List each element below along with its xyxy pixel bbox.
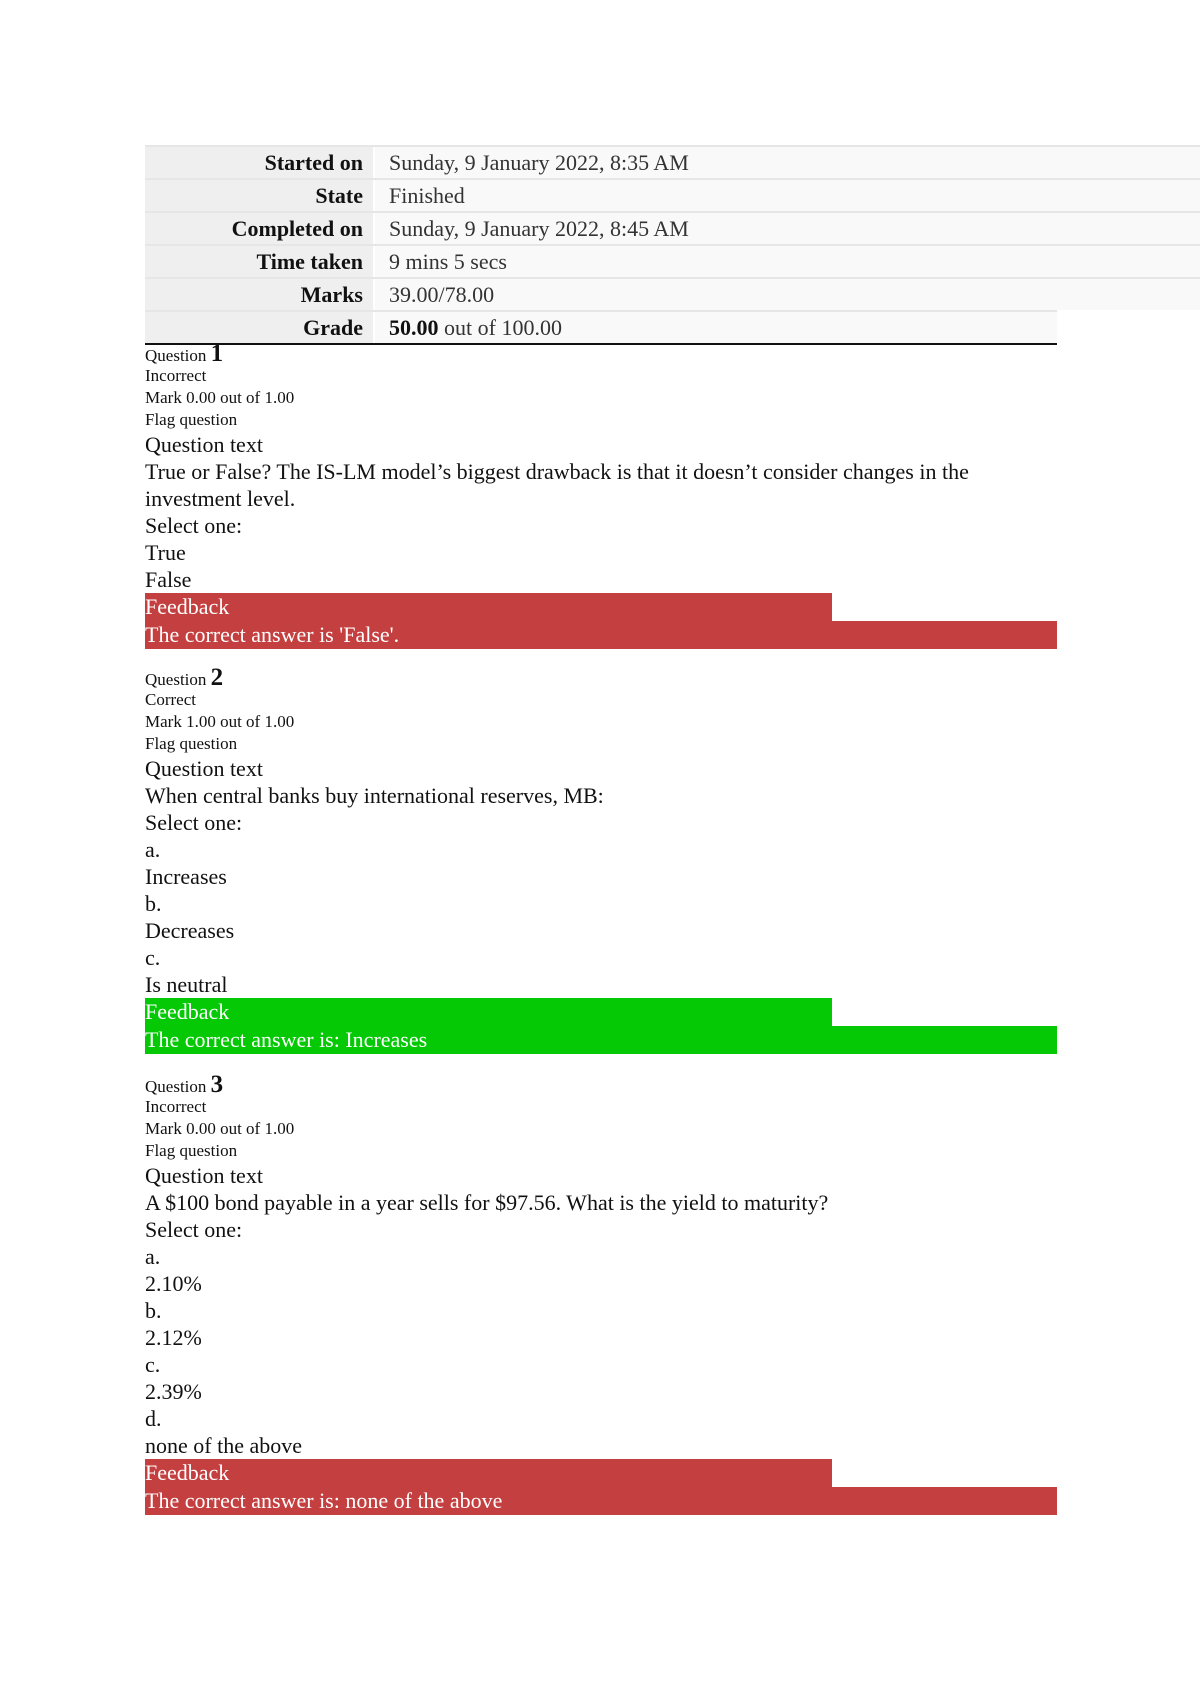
feedback-label: Feedback (145, 998, 832, 1026)
question-mark: Mark 1.00 out of 1.00 (145, 712, 295, 731)
question-number: 2 (210, 664, 224, 691)
option-letter-d: d. (145, 1406, 162, 1431)
question-text: True or False? The IS-LM model’s biggest drawback is that it doesn’t consider changes in the investment level. (145, 459, 969, 511)
answer-option-c[interactable]: 2.39% (145, 1379, 202, 1404)
question-mark: Mark 0.00 out of 1.00 (145, 388, 295, 407)
answer-option-a[interactable]: 2.10% (145, 1271, 202, 1296)
answer-option-b[interactable]: 2.12% (145, 1325, 202, 1350)
answer-option-true[interactable]: True (145, 540, 186, 565)
flag-question-link[interactable]: Flag question (145, 1141, 238, 1160)
summary-value: 39.00/78.00 (375, 279, 1200, 310)
summary-label: Completed on (145, 213, 375, 244)
question-prefix: Question (145, 1077, 211, 1096)
summary-label: Time taken (145, 246, 375, 277)
feedback-text: The correct answer is: none of the above (145, 1487, 1057, 1515)
question-text-label: Question text (145, 432, 263, 457)
question-status: Correct (145, 690, 196, 709)
summary-label: Marks (145, 279, 375, 310)
grade-score: 50.00 (389, 315, 439, 340)
grade-suffix: out of 100.00 (438, 315, 562, 340)
summary-row-started (145, 145, 1200, 178)
summary-row-grade (145, 310, 1057, 345)
summary-row-completed (145, 211, 1200, 244)
question-header (145, 1071, 1057, 1098)
summary-row-marks (145, 277, 1200, 310)
summary-label: State (145, 180, 375, 211)
question-text: A $100 bond payable in a year sells for $97.56. What is the yield to maturity? (145, 1190, 829, 1215)
answer-option-c[interactable]: Is neutral (145, 972, 228, 997)
answer-option-false[interactable]: False (145, 567, 192, 592)
question-prefix: Question (145, 346, 211, 365)
summary-value (375, 312, 1057, 343)
question-header (145, 340, 1057, 367)
answer-option-b[interactable]: Decreases (145, 918, 235, 943)
question-number: 3 (210, 1071, 224, 1098)
flag-question-link[interactable]: Flag question (145, 410, 238, 429)
question-number: 1 (210, 340, 224, 367)
option-letter-b: b. (145, 891, 162, 916)
option-letter-c: c. (145, 945, 161, 970)
summary-row-state (145, 178, 1200, 211)
question-text: When central banks buy international reserves, MB: (145, 783, 604, 808)
option-letter-a: a. (145, 1244, 161, 1269)
select-one-label: Select one: (145, 1217, 243, 1242)
feedback-label: Feedback (145, 1459, 832, 1487)
question-2 (145, 664, 1057, 1054)
summary-value: Finished (375, 180, 1200, 211)
summary-value: Sunday, 9 January 2022, 8:45 AM (375, 213, 1200, 244)
question-3 (145, 1071, 1057, 1515)
select-one-label: Select one: (145, 810, 243, 835)
summary-label: Started on (145, 147, 375, 178)
feedback-text: The correct answer is: Increases (145, 1026, 1057, 1054)
option-letter-b: b. (145, 1298, 162, 1323)
answer-option-a[interactable]: Increases (145, 864, 227, 889)
option-letter-a: a. (145, 837, 161, 862)
question-status: Incorrect (145, 1097, 207, 1116)
question-1 (145, 340, 1057, 649)
question-header (145, 664, 1057, 691)
summary-value: Sunday, 9 January 2022, 8:35 AM (375, 147, 1200, 178)
summary-value: 9 mins 5 secs (375, 246, 1200, 277)
answer-option-d[interactable]: none of the above (145, 1433, 302, 1458)
option-letter-c: c. (145, 1352, 161, 1377)
question-text-label: Question text (145, 1163, 263, 1188)
question-status: Incorrect (145, 366, 207, 385)
question-mark: Mark 0.00 out of 1.00 (145, 1119, 295, 1138)
select-one-label: Select one: (145, 513, 243, 538)
attempt-summary-table (145, 145, 1200, 345)
question-prefix: Question (145, 670, 211, 689)
question-text-label: Question text (145, 756, 263, 781)
summary-row-time (145, 244, 1200, 277)
flag-question-link[interactable]: Flag question (145, 734, 238, 753)
summary-label: Grade (145, 312, 375, 343)
feedback-label: Feedback (145, 593, 832, 621)
feedback-text: The correct answer is 'False'. (145, 621, 1057, 649)
